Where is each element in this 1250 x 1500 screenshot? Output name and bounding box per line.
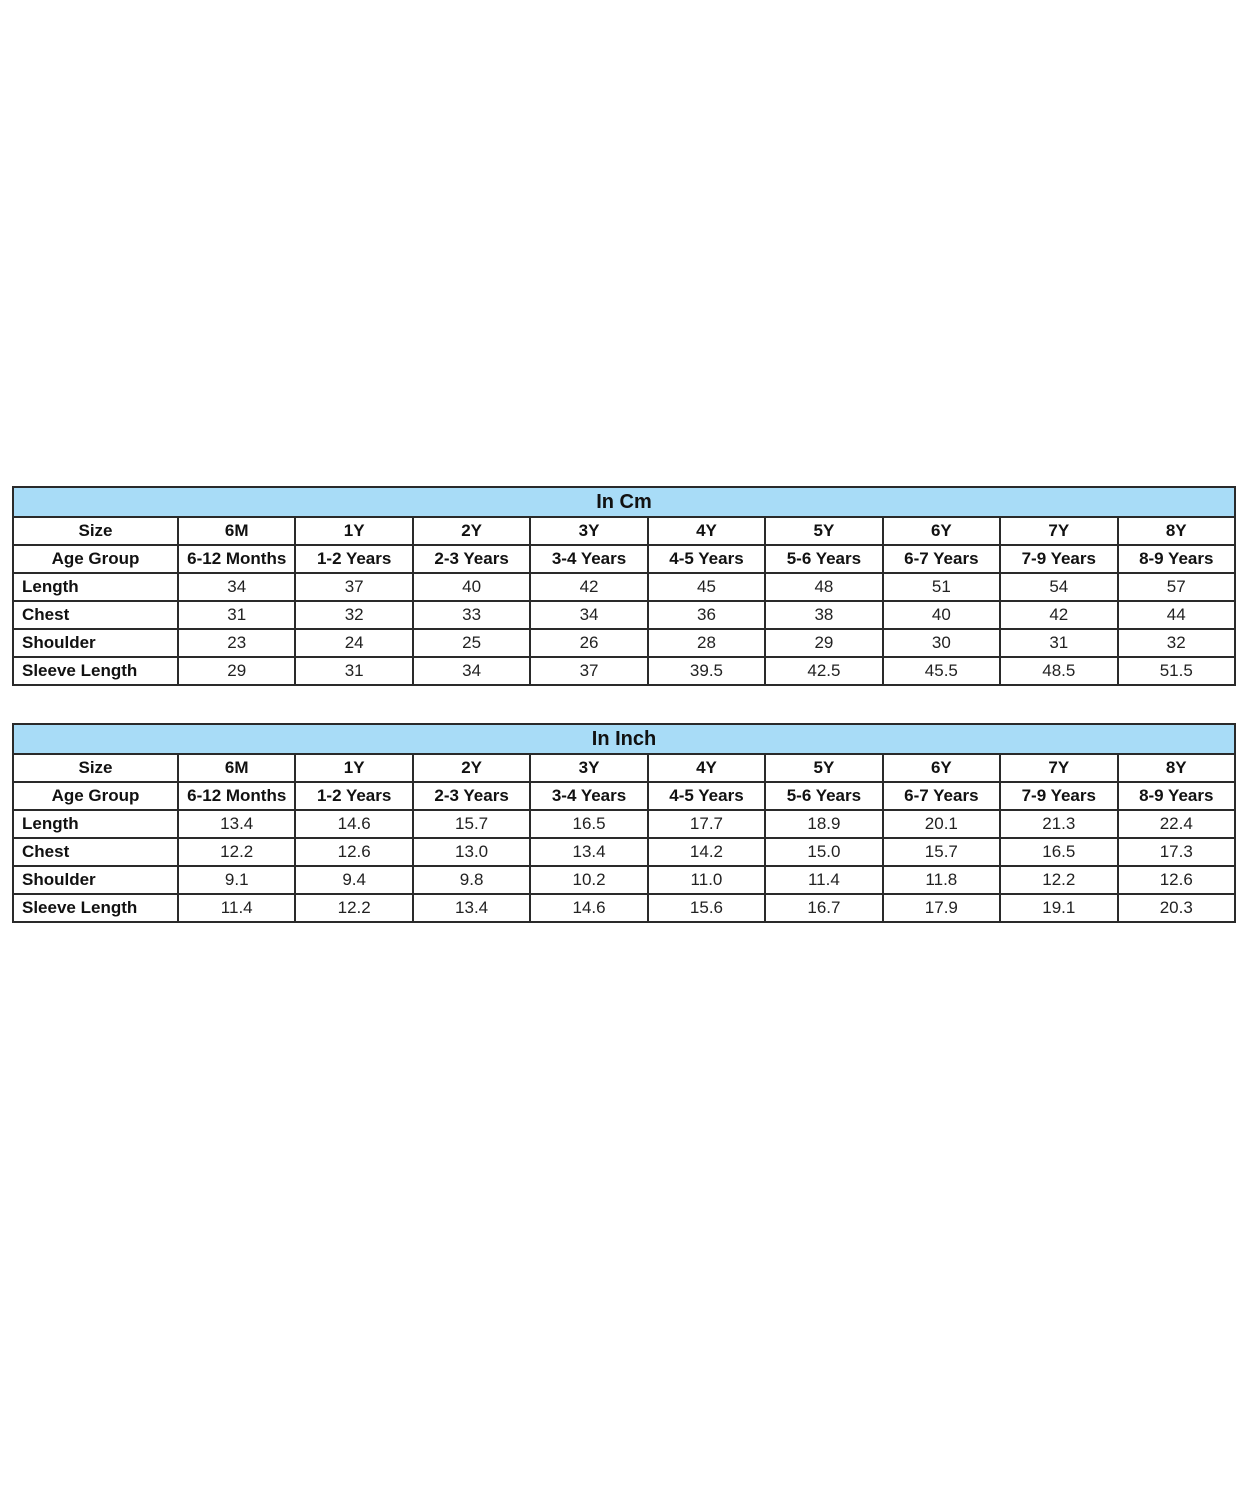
age-group-row <box>13 545 1235 573</box>
size-header-cell: 1Y <box>295 517 412 545</box>
measurement-value: 11.8 <box>883 866 1000 894</box>
measurement-value: 38 <box>765 601 882 629</box>
measurement-label: Chest <box>13 838 178 866</box>
measurement-value: 23 <box>178 629 295 657</box>
measurement-value: 31 <box>178 601 295 629</box>
measurement-value: 21.3 <box>1000 810 1117 838</box>
measurement-value: 13.4 <box>413 894 530 922</box>
measurement-value: 19.1 <box>1000 894 1117 922</box>
size-header-cell: 1Y <box>295 754 412 782</box>
measurement-value: 11.4 <box>765 866 882 894</box>
measurement-value: 12.6 <box>295 838 412 866</box>
measurement-value: 15.7 <box>413 810 530 838</box>
size-header-cell: 3Y <box>530 754 647 782</box>
table-row <box>13 838 1235 866</box>
size-header-cell: 2Y <box>413 517 530 545</box>
measurement-value: 11.4 <box>178 894 295 922</box>
size-header-cell: 6Y <box>883 517 1000 545</box>
age-group-cell: 1-2 Years <box>295 782 412 810</box>
size-header-cell: 6M <box>178 517 295 545</box>
age-group-cell: 6-7 Years <box>883 782 1000 810</box>
size-header-cell: 2Y <box>413 754 530 782</box>
measurement-value: 17.7 <box>648 810 765 838</box>
size-table-cm <box>12 486 1236 686</box>
measurement-value: 12.6 <box>1118 866 1236 894</box>
measurement-value: 9.4 <box>295 866 412 894</box>
age-group-cell: 6-7 Years <box>883 545 1000 573</box>
measurement-value: 31 <box>295 657 412 685</box>
measurement-value: 30 <box>883 629 1000 657</box>
measurement-value: 34 <box>178 573 295 601</box>
measurement-value: 26 <box>530 629 647 657</box>
measurement-value: 22.4 <box>1118 810 1236 838</box>
measurement-value: 20.1 <box>883 810 1000 838</box>
measurement-value: 17.3 <box>1118 838 1236 866</box>
measurement-value: 54 <box>1000 573 1117 601</box>
measurement-value: 57 <box>1118 573 1236 601</box>
measurement-value: 40 <box>413 573 530 601</box>
age-group-cell: 1-2 Years <box>295 545 412 573</box>
measurement-value: 42.5 <box>765 657 882 685</box>
measurement-value: 9.1 <box>178 866 295 894</box>
age-group-row <box>13 782 1235 810</box>
measurement-value: 39.5 <box>648 657 765 685</box>
measurement-value: 32 <box>1118 629 1236 657</box>
age-group-cell: 4-5 Years <box>648 545 765 573</box>
measurement-value: 37 <box>295 573 412 601</box>
measurement-value: 18.9 <box>765 810 882 838</box>
measurement-value: 16.5 <box>530 810 647 838</box>
size-header-label: Size <box>13 517 178 545</box>
age-group-cell: 8-9 Years <box>1118 545 1236 573</box>
measurement-value: 34 <box>413 657 530 685</box>
age-group-cell: 4-5 Years <box>648 782 765 810</box>
table-title: In Cm <box>13 487 1235 517</box>
measurement-value: 36 <box>648 601 765 629</box>
table-row <box>13 866 1235 894</box>
measurement-value: 45.5 <box>883 657 1000 685</box>
table-row <box>13 573 1235 601</box>
measurement-value: 10.2 <box>530 866 647 894</box>
measurement-value: 11.0 <box>648 866 765 894</box>
measurement-value: 33 <box>413 601 530 629</box>
measurement-label: Shoulder <box>13 629 178 657</box>
measurement-value: 31 <box>1000 629 1117 657</box>
age-group-cell: 7-9 Years <box>1000 782 1117 810</box>
measurement-value: 29 <box>765 629 882 657</box>
measurement-value: 45 <box>648 573 765 601</box>
age-group-cell: 6-12 Months <box>178 545 295 573</box>
measurement-value: 24 <box>295 629 412 657</box>
measurement-label: Length <box>13 573 178 601</box>
measurement-value: 48 <box>765 573 882 601</box>
size-header-cell: 6M <box>178 754 295 782</box>
age-group-cell: 2-3 Years <box>413 545 530 573</box>
size-header-cell: 5Y <box>765 754 882 782</box>
measurement-value: 51.5 <box>1118 657 1236 685</box>
measurement-value: 20.3 <box>1118 894 1236 922</box>
measurement-value: 12.2 <box>295 894 412 922</box>
size-header-cell: 4Y <box>648 517 765 545</box>
age-group-cell: 8-9 Years <box>1118 782 1236 810</box>
measurement-label: Length <box>13 810 178 838</box>
measurement-value: 29 <box>178 657 295 685</box>
measurement-value: 16.5 <box>1000 838 1117 866</box>
table-row <box>13 894 1235 922</box>
size-header-cell: 3Y <box>530 517 647 545</box>
size-table-inch <box>12 723 1236 923</box>
measurement-value: 17.9 <box>883 894 1000 922</box>
table-row <box>13 601 1235 629</box>
measurement-value: 13.4 <box>530 838 647 866</box>
age-group-cell: 7-9 Years <box>1000 545 1117 573</box>
table-row <box>13 629 1235 657</box>
measurement-value: 13.0 <box>413 838 530 866</box>
size-header-row <box>13 754 1235 782</box>
age-group-cell: 3-4 Years <box>530 782 647 810</box>
measurement-value: 12.2 <box>178 838 295 866</box>
size-header-row <box>13 517 1235 545</box>
measurement-value: 37 <box>530 657 647 685</box>
table-title-row <box>13 724 1235 754</box>
measurement-value: 15.7 <box>883 838 1000 866</box>
measurement-value: 28 <box>648 629 765 657</box>
measurement-value: 25 <box>413 629 530 657</box>
size-header-cell: 6Y <box>883 754 1000 782</box>
measurement-label: Sleeve Length <box>13 657 178 685</box>
age-group-cell: 5-6 Years <box>765 545 882 573</box>
measurement-value: 14.6 <box>530 894 647 922</box>
measurement-value: 44 <box>1118 601 1236 629</box>
measurement-value: 13.4 <box>178 810 295 838</box>
size-header-cell: 5Y <box>765 517 882 545</box>
size-header-cell: 7Y <box>1000 754 1117 782</box>
size-header-label: Size <box>13 754 178 782</box>
measurement-value: 42 <box>1000 601 1117 629</box>
size-header-cell: 4Y <box>648 754 765 782</box>
measurement-value: 34 <box>530 601 647 629</box>
measurement-label: Shoulder <box>13 866 178 894</box>
measurement-value: 15.6 <box>648 894 765 922</box>
measurement-label: Chest <box>13 601 178 629</box>
size-header-cell: 8Y <box>1118 517 1236 545</box>
measurement-value: 9.8 <box>413 866 530 894</box>
age-group-label: Age Group <box>13 545 178 573</box>
table-row <box>13 810 1235 838</box>
measurement-value: 42 <box>530 573 647 601</box>
size-header-cell: 7Y <box>1000 517 1117 545</box>
age-group-cell: 2-3 Years <box>413 782 530 810</box>
table-row <box>13 657 1235 685</box>
age-group-cell: 6-12 Months <box>178 782 295 810</box>
measurement-label: Sleeve Length <box>13 894 178 922</box>
age-group-cell: 3-4 Years <box>530 545 647 573</box>
measurement-value: 32 <box>295 601 412 629</box>
measurement-value: 14.6 <box>295 810 412 838</box>
measurement-value: 15.0 <box>765 838 882 866</box>
table-title-row <box>13 487 1235 517</box>
size-header-cell: 8Y <box>1118 754 1236 782</box>
measurement-value: 12.2 <box>1000 866 1117 894</box>
measurement-value: 14.2 <box>648 838 765 866</box>
measurement-value: 51 <box>883 573 1000 601</box>
measurement-value: 48.5 <box>1000 657 1117 685</box>
age-group-cell: 5-6 Years <box>765 782 882 810</box>
table-title: In Inch <box>13 724 1235 754</box>
measurement-value: 40 <box>883 601 1000 629</box>
age-group-label: Age Group <box>13 782 178 810</box>
measurement-value: 16.7 <box>765 894 882 922</box>
